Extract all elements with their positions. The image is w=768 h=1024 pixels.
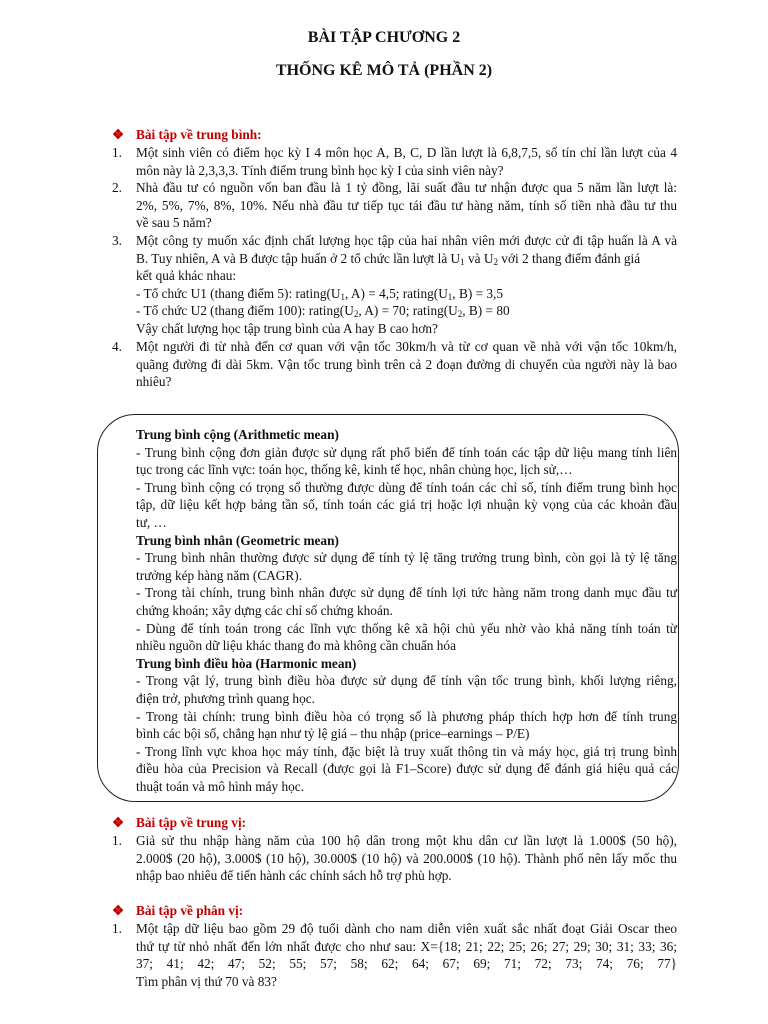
- arithmetic-mean-heading: Trung bình cộng (Arithmetic mean): [136, 427, 339, 442]
- geometric-mean-heading: Trung bình nhân (Geometric mean): [136, 532, 339, 548]
- document-page: BÀI TẬP CHƯƠNG 2 THỐNG KÊ MÔ TẢ (PHẦN 2) ❖ Bài tập về trung bình: 1. Một sinh viên có điểm học kỳ I 4 môn học A, B, C, D lần lượt là 6,8,7,5, số tín chỉ lần lượt của 4 môn này là 2,3,3,3. Tính điểm trung bình học kỳ I của sinh viên này? 2. Nhà đầu tư có nguồn vốn ban đầu là 1 tỷ đồng, lãi suất đầu tư nhận được qua 5 năm lần lượt là: 2%, 5%, 7%, 8%, 10%. Nếu nhà đầu tư tiếp tục tái đầu tư hàng năm, tính số tiền nhà đầu tư thu về sau 5 năm? 3. Một công ty muốn xác định chất lượng học tập của hai nhân viên mới được cử đi tập huấn là A và B. Tuy nhiên, A và B được tập huấn ở 2 tổ chức lần lượt là $U_1$ và $U_2$ với 2 thang điểm đánh giá kết quả khác nhau: - Tổ chức U1 (thang điểm 5): $rating(U_1$, A) = 4,5; $rating(U_1$, B) = 3,5 - Tổ chức U2 (thang điểm 100): $rating(U_2$, A) = 70; $rating(U_2$, B) = 80 Vậy chất lượng học tập trung bình của A hay B cao hơn? 4. Một người đi từ nhà đến cơ quan với vận tốc 30km/h và từ cơ quan về nhà với vận tốc 10km/h, quãng đường đi dài 5km. Vận tốc trung bình trên cả 2 đoạn đường di chuyển của người này là bao nhiêu? Trung bình cộng (Arithmetic mean) - Trung bình cộng đơn giản được sử dụng rất phổ biến để tính toán các tập dữ liệu mang tính liên tục trong các lĩnh vực: toán học, thống kê, kinh tế học, nhân chủng học, lịch sử,… - Trung bình cộng có trọng số thường được dùng để tính toán các chỉ số, tính điểm trung bình học tập, dữ liệu kết hợp bảng tần số, tính toán các giá trị hoặc lợi nhuận kỳ vọng của các khoản đầu tư, … Trung bình nhân (Geometric mean) - Trung bình nhân thường được sử dụng để tính tỷ lệ tăng trưởng trung bình, còn gọi là tỷ lệ tăng trưởng kép hàng năm (CAGR). - Trong tài chính, trung bình nhân được sử dụng để tính lợi tức hàng năm trong danh mục đầu tư chứng khoán; xây dựng các chỉ số chứng khoán. - Dùng để tính toán trong các lĩnh vực thống kê xã hội chủ yếu nhờ vào khả năng tính toán từ nhiều nguồn dữ liệu khác thang đo mà không cần chuẩn hóa Trung bình điều hòa (Harmonic mean) - Trong vật lý, trung bình điều hòa được sử dụng để tính vận tốc trung bình, khối lượng riêng, điện trở, phương trình quang học. - Trong tài chính: trung bình điều hòa có trọng số là phương pháp thích hợp hơn để tính trung bình các bội số, chẳng hạn như tỷ lệ giá – thu nhập (price–earnings – P/E) - Trong lĩnh vực khoa học máy tính, đặc biệt là truy xuất thông tin và máy học, giá trị trung bình điều hòa của Precision và Recall (được gọi là F1–Score) được sử dụng để đánh giá hiệu quả các thuật toán và mô hình máy học. ❖ Bài tập về trung vị: 1. Giả sử thu nhập hàng năm của 100 hộ dân trong một khu dân cư lần lượt là 1.000$ (50 hộ), 2.000$ (20 hộ), 3.000$ (10 hộ), 30.000$ (10 hộ) và 200.000$ (10 hộ). Thành phố nên lấy mốc thu nhập bao nhiêu để tiến hành các chính sách hỗ trợ phù hợp. ❖ Bài tập về phân vị: 1. Một tập dữ liệu bao gồm 29 độ tuổi dành cho nam diễn viên xuất sắc nhất đoạt Giải Oscar theo thứ tự từ nhỏ nhất đến lớn nhất được cho như sau: X={18; 21; 22; 25; 26; 27; 29; 30; 31; 33; 36; 37; 41; 42; 47; 52; 55; 57; 58; 62; 64; 67; 69; 71; 72; 73; 74; 76; 77} Tìm phân vị thứ 70 và 83?: [0, 0, 768, 1024]
- document-subtitle: THỐNG KÊ MÔ TẢ (PHẦN 2): [275, 62, 493, 79]
- document-title: BÀI TẬP CHƯƠNG 2: [307, 29, 461, 46]
- diamond-bullet-icon: ❖: [112, 903, 124, 918]
- diamond-bullet-icon: ❖: [112, 127, 124, 142]
- diamond-bullet-icon: ❖: [112, 815, 124, 830]
- harmonic-mean-heading: Trung bình điều hòa (Harmonic mean): [136, 655, 357, 671]
- mean-types-content: Trung bình cộng (Arithmetic mean) - Trung bình cộng đơn giản được sử dụng rất phổ biến để tính toán các tập dữ liệu mang tính liên tục trong các lĩnh vực: toán học, thống kê, kinh tế học, nhân chủng học, lịch sử,… - Trung bình cộng có trọng số thường được dùng để tính toán các chỉ số, tính điểm trung bình học tập, dữ liệu kết hợp bảng tần số, tính toán các giá trị hoặc lợi nhuận kỳ vọng của các khoản đầu tư, … Trung bình nhân (Geometric mean) - Trung bình nhân thường được sử dụng để tính tỷ lệ tăng trưởng trung bình, còn gọi là tỷ lệ tăng trưởng kép hàng năm (CAGR). - Trong tài chính, trung bình nhân được sử dụng để tính lợi tức hàng năm trong danh mục đầu tư chứng khoán; xây dựng các chỉ số chứng khoán. - Dùng để tính toán trong các lĩnh vực thống kê xã hội chủ yếu nhờ vào khả năng tính toán từ nhiều nguồn dữ liệu khác thang đo mà không cần chuẩn hóa Trung bình điều hòa (Harmonic mean) - Trong vật lý, trung bình điều hòa được sử dụng để tính vận tốc trung bình, khối lượng riêng, điện trở, phương trình quang học. - Trong tài chính: trung bình điều hòa có trọng số là phương pháp thích hợp hơn để tính trung bình các bội số, chẳng hạn như tỷ lệ giá – thu nhập (price–earnings – P/E) - Trong lĩnh vực khoa học máy tính, đặc biệt là truy xuất thông tin và máy học, giá trị trung bình điều hòa của Precision và Recall (được gọi là F1–Score) được sử dụng để đánh giá hiệu quả các thuật toán và mô hình máy học.: [136, 427, 677, 794]
